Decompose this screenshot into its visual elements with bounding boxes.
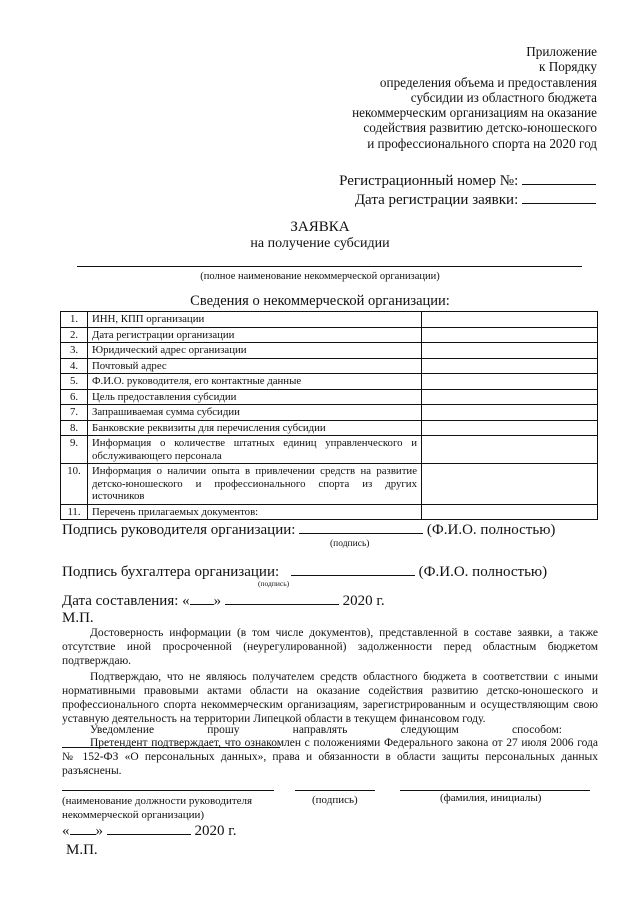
compose-day-field[interactable]	[190, 591, 214, 605]
accountant-signature-row	[62, 562, 547, 581]
footer-date-close: »	[95, 823, 103, 839]
row-label: ИНН, КПП организации	[88, 312, 422, 328]
footer-signature-caption: (подпись)	[312, 794, 358, 806]
row-number: 11.	[61, 504, 88, 520]
appendix-line: субсидии из областного бюджета	[410, 89, 597, 105]
appendix-line: к Порядку	[538, 59, 597, 75]
row-value[interactable]	[422, 327, 598, 343]
registration-date-row	[355, 190, 596, 209]
info-table	[60, 311, 598, 520]
footer-day-field[interactable]	[70, 821, 96, 835]
row-value[interactable]	[422, 405, 598, 421]
head-signature-field[interactable]	[299, 520, 423, 534]
row-label: Информация о количестве штатных единиц управленческого и обслуживающего персонала	[88, 436, 422, 464]
row-label: Почтовый адрес	[88, 358, 422, 374]
registration-number-label: Регистрационный номер №:	[339, 173, 519, 189]
footer-date-open: «	[62, 823, 70, 839]
accountant-signature-caption: (подпись)	[258, 579, 290, 588]
row-value[interactable]	[422, 312, 598, 328]
paragraph-confirmation: Подтверждаю, что не являюсь получателем средств областного бюджета в соответствии с иными нормативными правовыми актами области на оказание содействия развитию детско-юношеского и профессионального спорта некоммерческим организациям, зарегистрированным и осуществляющим свою уставную деятельность на территории Липецкой области в текущем финансовом году.	[62, 671, 598, 725]
table-row	[61, 374, 598, 390]
row-value[interactable]	[422, 464, 598, 505]
row-label: Цель предоставления субсидии	[88, 389, 422, 405]
appendix-line: определения объема и предоставления	[379, 74, 597, 90]
org-name-caption: (полное наименование некоммерческой организации)	[200, 271, 440, 282]
table-row	[61, 327, 598, 343]
footer-stamp-mark: М.П.	[66, 842, 98, 858]
table-row	[61, 405, 598, 421]
row-label: Ф.И.О. руководителя, его контактные данные	[88, 374, 422, 390]
position-caption: (наименование должности руководителя некоммерческой организации)	[62, 795, 253, 821]
table-heading: Сведения о некоммерческой организации:	[190, 293, 450, 309]
registration-date-label: Дата регистрации заявки:	[354, 192, 519, 208]
name-line[interactable]	[400, 790, 590, 791]
head-signature-row	[62, 520, 555, 539]
org-name-line[interactable]	[77, 266, 582, 267]
table-row	[61, 343, 598, 359]
appendix-line: и профессионального спорта на 2020 год	[367, 135, 597, 151]
head-signature-caption: (подпись)	[330, 539, 370, 549]
appendix-line: некоммерческим организациям на оказание	[352, 105, 597, 121]
row-number: 4.	[61, 358, 88, 374]
compose-date-year: 2020 г.	[342, 593, 385, 609]
appendix-header	[267, 44, 597, 151]
row-label: Запрашиваемая сумма субсидии	[88, 405, 422, 421]
position-line[interactable]	[62, 790, 274, 791]
table-row	[61, 358, 598, 374]
table-row	[61, 389, 598, 405]
row-value[interactable]	[422, 436, 598, 464]
head-fio-label: (Ф.И.О. полностью)	[426, 522, 556, 538]
accountant-signature-label: Подпись бухгалтера организации:	[62, 564, 280, 580]
row-value[interactable]	[422, 343, 598, 359]
row-number: 1.	[61, 312, 88, 328]
accountant-fio-label: (Ф.И.О. полностью)	[418, 564, 548, 580]
row-value[interactable]	[422, 504, 598, 520]
appendix-line: Приложение	[526, 44, 597, 59]
appendix-line: содействия развитию детско-юношеского	[363, 120, 597, 136]
table-row	[61, 464, 598, 505]
table-row	[61, 504, 598, 520]
footer-signature-line[interactable]	[295, 790, 375, 791]
compose-month-field[interactable]	[225, 591, 339, 605]
row-number: 9.	[61, 436, 88, 464]
row-number: 10.	[61, 464, 88, 505]
row-number: 3.	[61, 343, 88, 359]
notification-label: Уведомление прошу направлять следующим способом:	[90, 724, 562, 736]
name-caption: (фамилия, инициалы)	[440, 792, 542, 804]
accountant-signature-field[interactable]	[291, 562, 415, 576]
head-signature-label: Подпись руководителя организации:	[62, 522, 296, 538]
row-value[interactable]	[422, 374, 598, 390]
document-title: ЗАЯВКА	[290, 219, 350, 235]
row-number: 7.	[61, 405, 88, 421]
paragraph-reliability: Достоверность информации (в том числе документов), представленной в составе заявки, а также отсутствие иной просроченной (неурегулированной) задолженности перед областным бюджетом подтверждаю.	[62, 627, 598, 667]
row-value[interactable]	[422, 420, 598, 436]
compose-date-row	[62, 591, 385, 610]
registration-number-field[interactable]	[522, 171, 596, 185]
stamp-mark: М.П.	[62, 610, 94, 626]
row-value[interactable]	[422, 358, 598, 374]
footer-date-row	[62, 821, 236, 840]
compose-date-mid: »	[213, 593, 222, 609]
registration-date-field[interactable]	[522, 190, 596, 204]
table-row	[61, 436, 598, 464]
footer-month-field[interactable]	[107, 821, 191, 835]
row-number: 2.	[61, 327, 88, 343]
table-row	[61, 420, 598, 436]
row-number: 6.	[61, 389, 88, 405]
row-number: 8.	[61, 420, 88, 436]
row-label: Банковские реквизиты для перечисления субсидии	[88, 420, 422, 436]
row-number: 5.	[61, 374, 88, 390]
compose-date-prefix: Дата составления: «	[62, 593, 190, 609]
row-label: Дата регистрации организации	[88, 327, 422, 343]
registration-number-row	[339, 171, 596, 190]
paragraph-personal-data: Претендент подтверждает, что ознакомлен с положениями Федерального закона от 27 июля 2006 года № 152-ФЗ «О персональных данных», права и обязанности в области защиты персональных данных разъяснены.	[62, 737, 598, 777]
footer-date-year: 2020 г.	[194, 823, 237, 839]
row-label: Юридический адрес организации	[88, 343, 422, 359]
row-label: Информация о наличии опыта в привлечении средств на развитие детско-юношеского и профессионального спорта из других источников	[88, 464, 422, 505]
document-subtitle: на получение субсидии	[250, 236, 390, 251]
table-row	[61, 312, 598, 328]
row-label: Перечень прилагаемых документов:	[88, 504, 422, 520]
row-value[interactable]	[422, 389, 598, 405]
